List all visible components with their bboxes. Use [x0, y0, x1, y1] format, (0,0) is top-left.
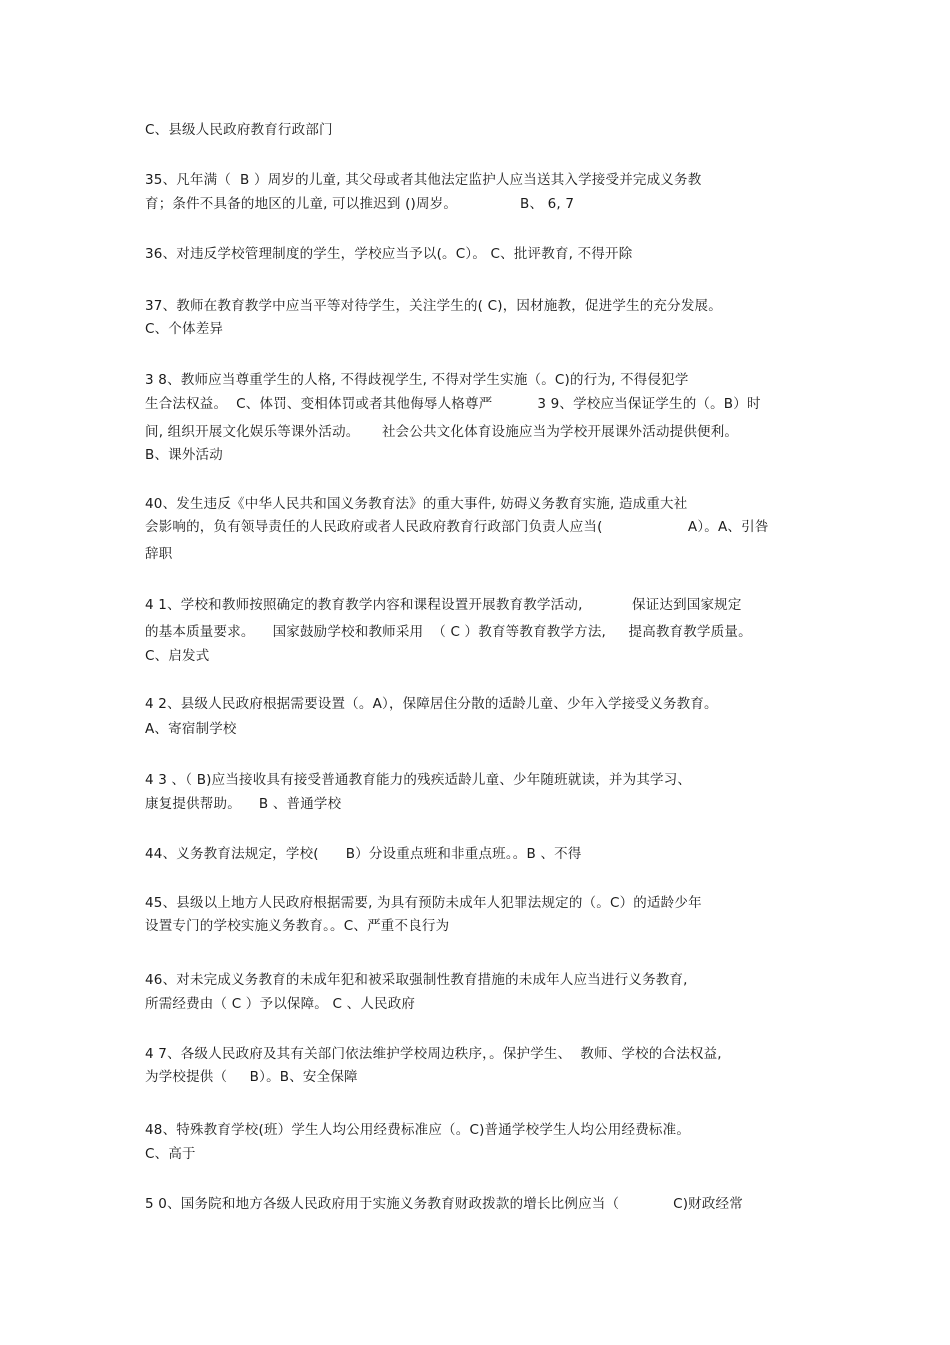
text-line: A、寄宿制学校 [145, 721, 237, 737]
text-line: 辞职 [145, 546, 173, 562]
text-line: 45、县级以上地方人民政府根据需要, 为具有预防未成年人犯罪法规定的（。C）的适龄少年 [145, 895, 702, 911]
text-line: C、县级人民政府教育行政部门 [145, 122, 333, 138]
text-line: 35、凡年满（ B ）周岁的儿童, 其父母或者其他法定监护人应当送其入学接受并完成义务教 [145, 172, 702, 188]
text-line: 会影响的，负有领导责任的人民政府或者人民政府教育行政部门负责人应当( A）。A、引咎 [145, 519, 769, 535]
text-line: 间, 组织开展文化娱乐等课外活动。 社会公共文化体育设施应当为学校开展课外活动提供便利。 [145, 424, 739, 440]
text-line: 4 1、学校和教师按照确定的教育教学内容和课程设置开展教育教学活动, 保证达到国家规定 [145, 597, 742, 613]
text-line: C、个体差异 [145, 321, 224, 337]
text-line: C、高于 [145, 1146, 196, 1162]
text-line: 5 0、国务院和地方各级人民政府用于实施义务教育财政拨款的增长比例应当（ C)财政经常 [145, 1196, 743, 1212]
text-line: 所需经费由（ C ）予以保障。 C 、人民政府 [145, 996, 416, 1012]
text-line: 3 8、教师应当尊重学生的人格, 不得歧视学生, 不得对学生实施（。C)的行为, 不得侵犯学 [145, 372, 689, 388]
text-line: 育；条件不具备的地区的儿童, 可以推迟到 ()周岁。 B、 6, 7 [145, 196, 575, 212]
text-line: B、课外活动 [145, 447, 223, 463]
text-line: 48、特殊教育学校(班）学生人均公用经费标准应（。C)普通学校学生人均公用经费标准。 [145, 1122, 691, 1138]
text-line: 46、对未完成义务教育的未成年犯和被采取强制性教育措施的未成年人应当进行义务教育, [145, 972, 688, 988]
text-line: 4 2、县级人民政府根据需要设置（。A），保障居住分散的适龄儿童、少年入学接受义务教育。 [145, 696, 718, 712]
text-line: 的基本质量要求。 国家鼓励学校和教师采用 （ C ）教育等教育教学方法, 提高教育教学质量。 [145, 624, 752, 640]
text-line: 生合法权益。 C、体罚、变相体罚或者其他侮辱人格尊严 3 9、学校应当保证学生的（。B）时 [145, 396, 761, 412]
text-line: 设置专门的学校实施义务教育。。C、严重不良行为 [145, 918, 450, 934]
text-line: 40、发生违反《中华人民共和国义务教育法》的重大事件, 妨碍义务教育实施, 造成重大社 [145, 496, 688, 512]
text-line: 36、对违反学校管理制度的学生，学校应当予以(。C）。 C、批评教育, 不得开除 [145, 246, 633, 262]
text-line: 37、教师在教育教学中应当平等对待学生，关注学生的( C)，因材施教，促进学生的充分发展。 [145, 298, 722, 314]
text-line: 44、义务教育法规定，学校( B）分设重点班和非重点班。。B 、不得 [145, 846, 582, 862]
text-line: 4 7、各级人民政府及其有关部门依法维护学校周边秩序，。保护学生、 教师、学校的合法权益, [145, 1046, 722, 1062]
text-line: 康复提供帮助。 B 、普通学校 [145, 796, 342, 812]
text-line: 为学校提供（ B）。B、安全保障 [145, 1069, 358, 1085]
text-line: 4 3 、（ B)应当接收具有接受普通教育能力的残疾适龄儿童、少年随班就读，并为其学习、 [145, 772, 692, 788]
text-line: C、启发式 [145, 648, 210, 664]
